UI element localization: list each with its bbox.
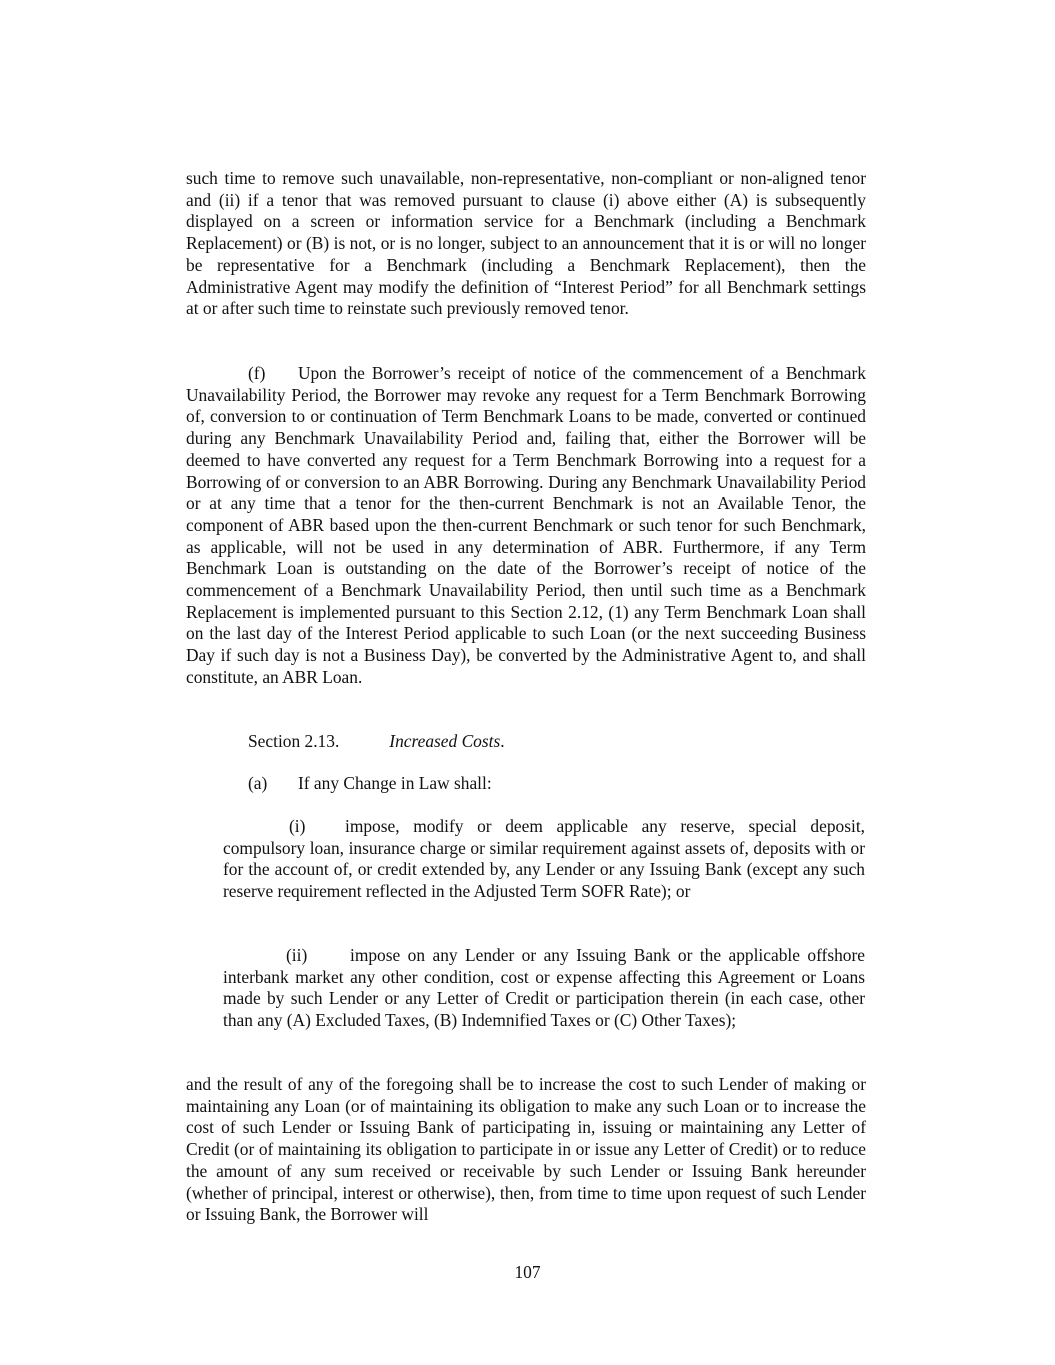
clause-a-label: (a): [248, 773, 268, 793]
section-number: Section 2.13.: [248, 731, 340, 751]
clause-ii-text: impose on any Lender or any Issuing Bank or the applicable offshore interbank market any other condition, cost or expense affecting this Agreement or Loans made by such Lender or any Letter of Credit or participation therein (in each case, other than any (A) Excluded Taxes, (B) Indemnified Taxes or (C) Other Taxes);: [223, 945, 865, 1031]
section-title: Increased Costs: [389, 731, 501, 751]
clause-f-label: (f): [248, 363, 266, 383]
clause-ii-label: (ii): [286, 945, 308, 965]
clause-f-paragraph: [186, 363, 866, 689]
clause-i-text: impose, modify or deem applicable any reserve, special deposit, compulsory loan, insurance charge or similar requirement against assets of, deposits with or for the account of, or credit extended by, any Lender or any Issuing Bank (except any such reserve requirement reflected in the Adjusted Term SOFR Rate); or: [223, 816, 865, 902]
clause-a-line: [248, 773, 492, 795]
page-number: 107: [514, 1262, 541, 1282]
clause-i-paragraph: [223, 816, 865, 903]
closing-paragraph: and the result of any of the foregoing shall be to increase the cost to such Lender of making or maintaining any Loan (or of maintaining its obligation to make any such Loan or to increase the cost of such Lender or Issuing Bank of participating in, issuing or maintaining any Letter of Credit (or of maintaining its obligation to participate in or issue any Letter of Credit) or to reduce the amount of any sum received or receivable by such Lender or Issuing Bank hereunder (whether of principal, interest or otherwise), then, from time to time upon request of such Lender or Issuing Bank, the Borrower will: [186, 1074, 866, 1225]
clause-ii-paragraph: [223, 945, 865, 1032]
section-heading: [248, 731, 505, 753]
clause-a-text: If any Change in Law shall:: [298, 773, 492, 793]
section-title-period: .: [500, 731, 505, 751]
continuation-paragraph: such time to remove such unavailable, non-representative, non-compliant or non-aligned tenor and (ii) if a tenor that was removed pursuant to clause (i) above either (A) is subsequently displayed on a screen or information service for a Benchmark (including a Benchmark Replacement) or (B) is not, or is no longer, subject to an announcement that it is or will no longer be representative for a Benchmark (including a Benchmark Replacement), then the Administrative Agent may modify the definition of “Interest Period” for all Benchmark settings at or after such time to reinstate such previously removed tenor.: [186, 168, 866, 319]
clause-i-label: (i): [289, 816, 306, 836]
clause-f-text: Upon the Borrower’s receipt of notice of the commencement of a Benchmark Unavailability Period, the Borrower may revoke any request for a Term Benchmark Borrowing of, conversion to or continuation of Term Benchmark Loans to be made, converted or continued during any Benchmark Unavailability Period and, failing that, either the Borrower will be deemed to have converted any request for a Term Benchmark Borrowing into a request for a Borrowing of or conversion to an ABR Borrowing. During any Benchmark Unavailability Period or at any time that a tenor for the then-current Benchmark is not an Available Tenor, the component of ABR based upon the then-current Benchmark or such tenor for such Benchmark, as applicable, will not be used in any determination of ABR. Furthermore, if any Term Benchmark Loan is outstanding on the date of the Borrower’s receipt of notice of the commencement of a Benchmark Unavailability Period, then until such time as a Benchmark Replacement is implemented pursuant to this Section 2.12, (1) any Term Benchmark Loan shall on the last day of the Interest Period applicable to such Loan (or the next succeeding Business Day if such day is not a Business Day), be converted by the Administrative Agent to, and shall constitute, an ABR Loan.: [186, 363, 866, 687]
